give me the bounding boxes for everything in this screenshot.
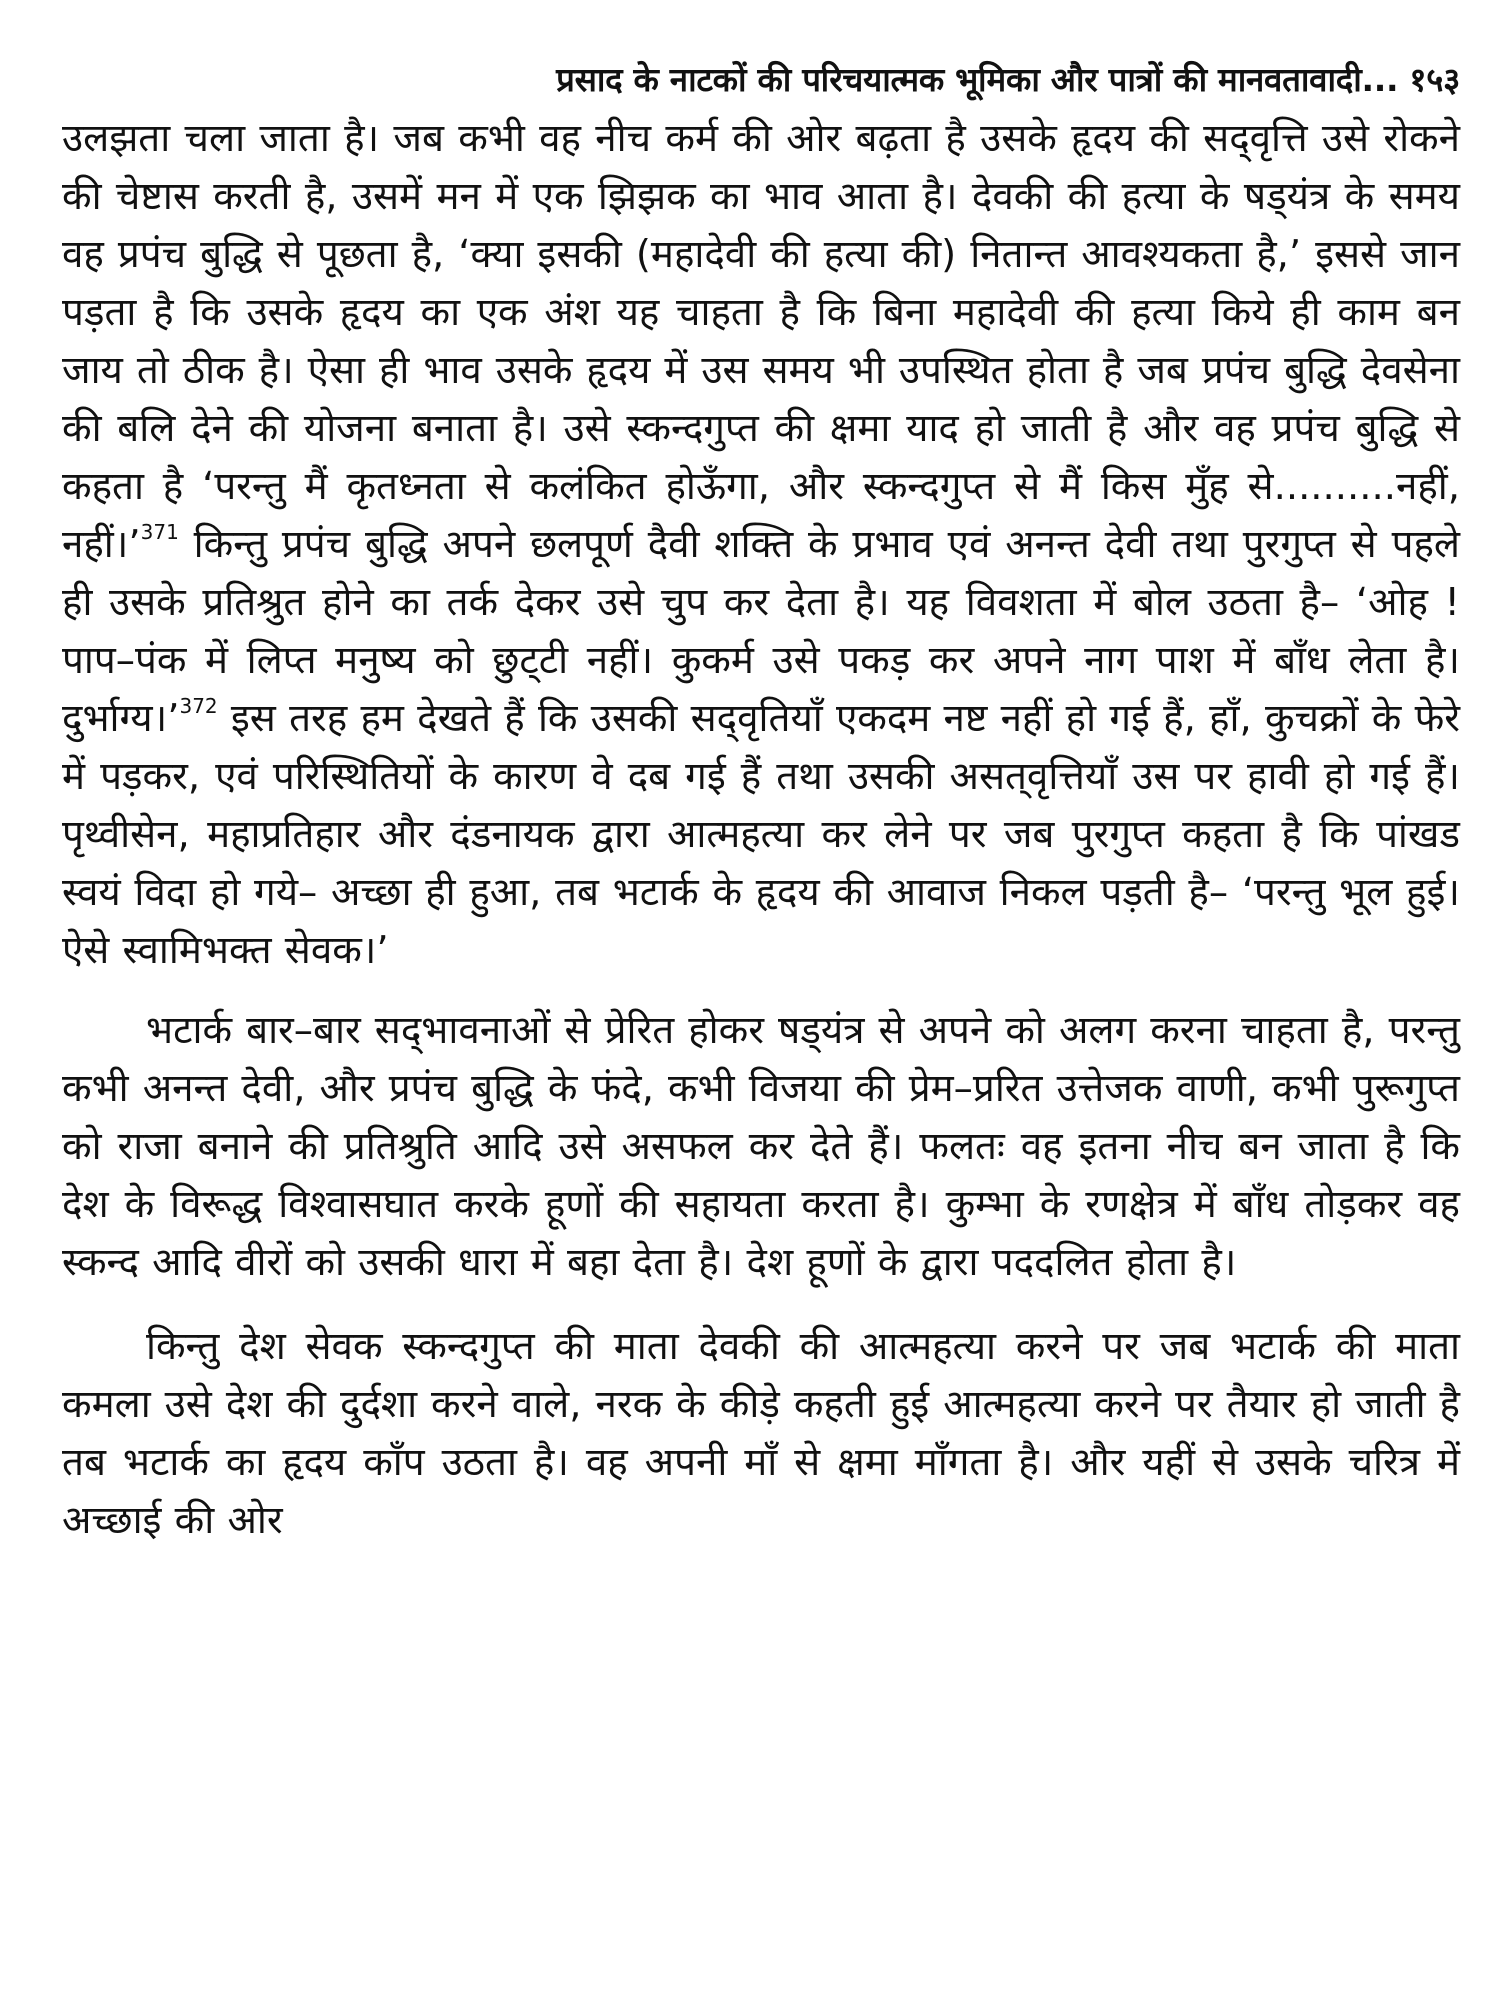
page-number: १५३ [1409,60,1460,99]
footnote-ref-372: 372 [179,694,218,718]
running-title: प्रसाद के नाटकों की परिचयात्मक भूमिका और पात्रों की मानवतावादी... [556,60,1399,99]
paragraph-1-text-c: इस तरह हम देखते हैं कि उसकी सद्‌वृतियाँ एकदम नष्ट नहीं हो गई हैं, हाँ, कुचक्रों के फेरे में पड़कर, एवं परिस्थितियों के कारण वे दब गई हैं तथा उसकी असत्‌वृत्तियाँ उस पर हावी हो गई हैं। पृथ्वीसेन, महाप्रतिहार और दंडनायक द्वारा आत्महत्या कर लेने पर जब पुरगुप्त कहता है कि पांखड स्वयं विदा हो गये– अच्छा ही हुआ, तब भटार्क के हृदय की आवाज निकल पड़ती है– ‘परन्तु भूल हुई। ऐसे स्वामिभक्त सेवक।’ [62,696,1460,973]
paragraph-2: भटार्क बार–बार सद्‌भावनाओं से प्रेरित होकर षड्‌यंत्र से अपने को अलग करना चाहता है, परन्तु कभी अनन्त देवी, और प्रपंच बुद्धि के फंदे, कभी विजया की प्रेम–प्ररित उत्तेजक वाणी, कभी पुरूगुप्त को राजा बनाने की प्रतिश्रुति आदि उसे असफल कर देते हैं। फलतः वह इतना नीच बन जाता है कि देश के विरूद्ध विश्वासघात करके हूणों की सहायता करता है। कुम्भा के रणक्षेत्र में बाँध तोड़कर वह स्कन्द आदि वीरों को उसकी धारा में बहा देता है। देश हूणों के द्वारा पददलित होता है। [62,1008,1460,1285]
paragraph-1-text-a: उलझता चला जाता है। जब कभी वह नीच कर्म की ओर बढ़ता है उसके हृदय की सद्‌वृत्ति उसे रोकने की चेष्टास करती है, उसमें मन में एक झिझक का भाव आता है। देवकी की हत्या के षड्‌यंत्र के समय वह प्रपंच बुद्धि से पूछता है, ‘क्या इसकी (महादेवी की हत्या की) नितान्त आवश्यकता है,’ इससे जान पड़ता है कि उसके हृदय का एक अंश यह चाहता है कि बिना महादेवी की हत्या किये ही काम बन जाय तो ठीक है। ऐसा ही भाव उसके हृदय में उस समय भी उपस्थित होता है जब प्रपंच बुद्धि देवसेना की बलि देने की योजना बनाता है। उसे स्कन्दगुप्त की क्षमा याद हो जाती है और वह प्रपंच बुद्धि से कहता है ‘परन्तु मैं कृतध्नता से कलंकित होऊँगा, और स्कन्दगुप्त से मैं किस मुँह से..........नहीं, नहीं।’ [62,116,1460,567]
paragraph-1-text-b: किन्तु प्रपंच बुद्धि अपने छलपूर्ण दैवी शक्ति के प्रभाव एवं अनन्त देवी तथा पुरगुप्त से पहले ही उसके प्रतिश्रुत होने का तर्क देकर उसे चुप कर देता है। यह विवशता में बोल उठता है– ‘ओह ! पाप–पंक में लिप्त मनुष्य को छुट्‌टी नहीं। कुकर्म उसे पकड़ कर अपने नाग पाश में बाँध लेता है। दुर्भाग्य।’ [62,522,1460,741]
running-header [62,58,1460,102]
paragraph-1 [62,110,1460,980]
footnote-ref-371: 371 [140,520,179,544]
paragraph-3: किन्तु देश सेवक स्कन्दगुप्त की माता देवकी की आत्महत्या करने पर जब भटार्क की माता कमला उसे देश की दुर्दशा करने वाले, नरक के कीड़े कहती हुई आत्महत्या करने पर तैयार हो जाती है तब भटार्क का हृदय काँप उठता है। वह अपनी माँ से क्षमा माँगता है। और यहीं से उसके चरित्र में अच्छाई की ओर [62,1324,1460,1543]
